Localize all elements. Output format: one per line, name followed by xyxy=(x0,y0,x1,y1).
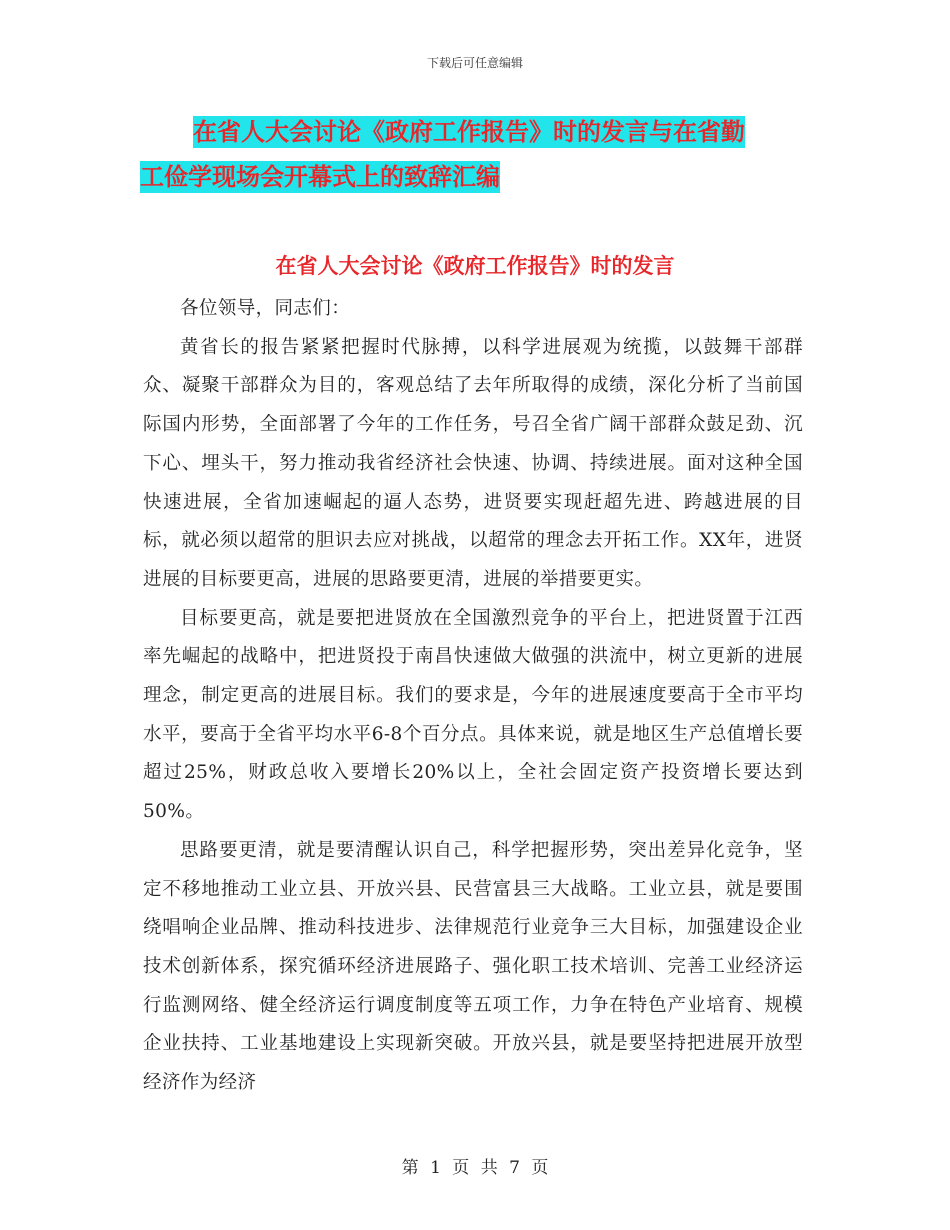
paragraph: 目标要更高，就是要把进贤放在全国激烈竞争的平台上，把进贤置于江西率先崛起的战略中，把进贤投于南昌快速做大做强的洪流中，树立更新的进展理念，制定更高的进展目标。我们的要求是，今年的进展速度要高于全市平均水平，要高于全省平均水平6-8个百分点。具体来说，就是地区生产总值增长要超过25%，财政总收入要增长20%以上，全社会固定资产投资增长要达到50%。 xyxy=(143,607,803,823)
page-number: 第 1 页 共 7 页 xyxy=(401,1158,549,1178)
document-title xyxy=(140,110,810,200)
section-title: 在省人大会讨论《政府工作报告》时的发言 xyxy=(275,254,675,278)
body-text xyxy=(143,290,803,1103)
title-highlight-1: 在省人大会讨论《政府工作报告》时的发言与在省勤 xyxy=(193,118,745,146)
document-title-line-2 xyxy=(140,155,810,200)
paragraph-greeting: 各位领导，同志们： xyxy=(180,298,351,319)
header-note: 下载后可任意编辑 xyxy=(426,56,523,70)
paragraph: 思路要更清，就是要清醒认识自己，科学把握形势，突出差异化竞争，坚定不移地推动工业立县、开放兴县、民营富县三大战略。工业立县，就是要围绕唱响企业品牌、推动科技进步、法律规范行业竞争三大目标，加强建设企业技术创新体系，探究循环经济进展路子、强化职工技术培训、完善工业经济运行监测网络、健全经济运行调度制度等五项工作，力争在特色产业培育、规模企业扶持、工业基地建设上实现新突破。开放兴县，就是要坚持把进展开放型经济作为经济 xyxy=(143,839,803,1094)
title-highlight-2: 工俭学现场会开幕式上的致辞汇编 xyxy=(140,163,500,191)
document-title-line-1 xyxy=(140,110,810,155)
paragraph: 黄省长的报告紧紧把握时代脉搏，以科学进展观为统揽，以鼓舞干部群众、凝聚干部群众为目的，客观总结了去年所取得的成绩，深化分析了当前国际国内形势，全面部署了今年的工作任务，号召全省广阔干部群众鼓足劲、沉下心、埋头干，努力推动我省经济社会快速、协调、持续进展。面对这种全国快速进展，全省加速崛起的逼人态势，进贤要实现赶超先进、跨越进展的目标，就必须以超常的胆识去应对挑战，以超常的理念去开拓工作。XX年，进贤进展的目标要更高，进展的思路要更清，进展的举措要更实。 xyxy=(143,336,803,590)
